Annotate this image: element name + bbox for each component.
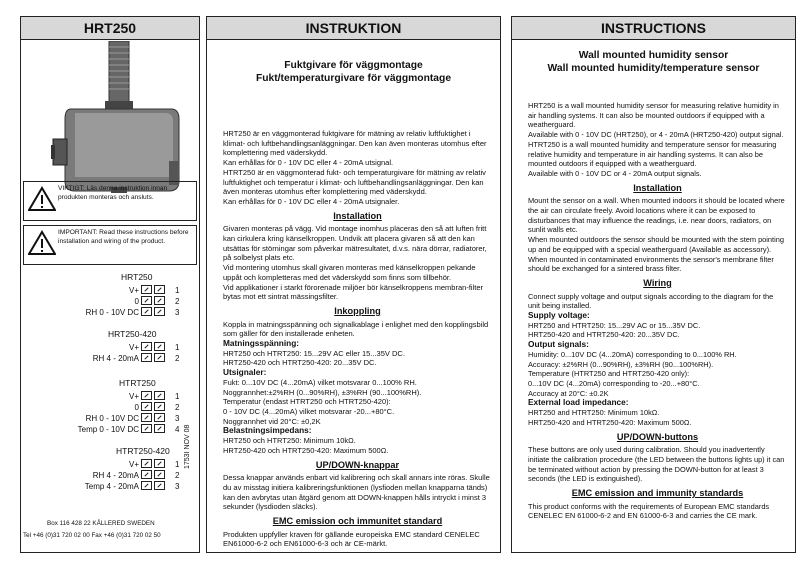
swedish-body xyxy=(223,129,492,549)
line: Accuracy at 20°C: ±0.2K xyxy=(528,388,609,398)
line: HRT250 and HTRT250: Minimum 10kΩ. xyxy=(528,408,660,418)
line: HRT250 och HTRT250: Minimum 10kΩ. xyxy=(223,436,356,446)
paragraph: Mount the sensor on a wall. When mounted indoors it should be located where the air can circulate freely. Avoid locations where it can be exposed to disturbances that may influence the readings, i.e. near doors, radiators, on sunlit walls etc. xyxy=(528,196,785,235)
line: HRT250-420 and HTRT250-420: Maximum 500Ω. xyxy=(528,417,692,427)
terminal-row: RH 4 - 20mA 2 xyxy=(92,354,180,363)
paragraph: Dessa knappar används enbart vid kalibrering och skall annars inte röras. Skulle du av misstag initiera kalibreringsfunktionen (lysfioden mellan knapparna tänds) kan den avbrytas utan åtgärd genom att DOWN-knappen hålls intryckt i minst 3 sekunder (lysdioden släcks). xyxy=(223,473,490,512)
section-heading: EMC emission and immunity standards xyxy=(571,488,744,499)
terminal-row: V+ 1 xyxy=(128,286,180,295)
paragraph: HTRT250 är en väggmonterad fukt- och temperaturgivare för mätning av relativ luftfuktighet och temperatur i klimat- och luftbehandlingsanläggningar. Den kan även monteras utomhus efter komplettering med väderskydd. xyxy=(223,167,486,197)
section-heading: UP/DOWN-buttons xyxy=(616,431,699,442)
line: Humidity: 0...10V DC (4...20mA) corresponding to 0...100% RH. xyxy=(528,349,737,359)
english-instructions-panel xyxy=(511,16,796,553)
diagram-title: HTRT250 xyxy=(119,378,156,388)
paragraph: HRT250 is a wall mounted humidity sensor for measuring relative humidity in air handling systems. It can also be mounted outdoors if equipped with a weatherguard. xyxy=(528,101,779,130)
section-heading: Installation xyxy=(633,182,682,193)
line: HRT250-420 och HTRT250-420: 20...35V DC. xyxy=(223,358,377,368)
paragraph: Connect supply voltage and output signals according to the diagram for the unit being installed. xyxy=(528,291,774,311)
paragraph: HRT250 är en väggmonterad fuktgivare för mätning av relativ luftfuktighet i klimat- och luftbehandlingsanläggningar. Den kan även monteras utomhus efter komplettering med väderskydd. xyxy=(223,129,487,158)
english-body xyxy=(528,101,787,521)
line: HRT250-420 och HTRT250-420: Maximum 500Ω. xyxy=(223,445,389,455)
line: HRT250-420 and HTRT250-420: 20...35V DC. xyxy=(528,330,680,340)
line: Temperature (HTRT250 and HTRT250-420 only): xyxy=(528,369,690,379)
diagram-title: HTRT250-420 xyxy=(116,446,170,456)
line: Noggrannhet vid 20°C: ±0,2K xyxy=(223,416,321,426)
terminal-row: V+ 1 xyxy=(128,460,180,469)
line: Noggrannhet:±2%RH (0...90%RH), ±3%RH (90...100%RH). xyxy=(223,387,422,397)
terminal-row: V+ 1 xyxy=(128,392,180,401)
paragraph: Available with 0 - 10V DC or 4 - 20mA output signals. xyxy=(528,168,702,178)
product-header: HRT250 xyxy=(21,17,199,40)
subheading: Utsignaler: xyxy=(223,367,267,378)
paragraph: Vid montering utomhus skall givaren monteras med känselkroppen pekande uppåt och kompletteras med det väderskydd som finns som tillbehör. xyxy=(223,263,476,282)
subheading: External load impedance: xyxy=(528,397,629,408)
paragraph: Givaren monteras på vägg. Vid montage inomhus placeras den så att luften fritt kan cirkulera kring känselkroppen. Undvik att placera givaren så att den kan utsättas för störningar som påverkar mätresultatet, d.v.s. nära dörrar, radiatorer, på solbelyst plats etc. xyxy=(223,224,487,263)
paragraph: Vid applikationer i starkt förorenade miljöer bör känselkroppens membran-filter bytas mot ett sintrat mässingsfilter. xyxy=(223,282,483,302)
sensor-device-illustration xyxy=(51,41,187,193)
section-heading: Wiring xyxy=(643,277,672,288)
terminal-row: Temp 4 - 20mA 3 xyxy=(84,482,180,491)
subheading: Output signals: xyxy=(528,339,589,350)
line: HRT250 och HTRT250: 15...29V AC eller 15...35V DC. xyxy=(223,348,405,358)
subheading: Matningsspänning: xyxy=(223,338,300,349)
swedish-title-1: Fuktgivare för väggmontage xyxy=(284,60,423,71)
line: 0...10V DC (4...20mA) corresponding to -20...+80°C. xyxy=(528,378,700,388)
line: 0 - 10V DC (4...20mA) vilket motsvarar -20...+80°C. xyxy=(223,406,395,416)
company-address: Box 116 428 22 KÅLLERED SWEDEN xyxy=(47,520,155,527)
section-heading: Inkoppling xyxy=(334,305,381,316)
terminal-row: 0 2 xyxy=(134,403,180,412)
swedish-header: INSTRUKTION xyxy=(207,17,500,40)
terminal-row: 0 2 xyxy=(134,297,180,306)
subheading: Belastningsimpedans: xyxy=(223,425,312,436)
paragraph: Koppla in matningsspänning och signalkablage i enlighet med den kopplingsbild som gäller för den installerade enheten. xyxy=(223,319,489,339)
line: Fukt: 0...10V DC (4...20mA) vilket motsvarar 0...100% RH. xyxy=(223,377,417,387)
warning-text-swedish: VIKTIGT: Läs denna instruktion innan produkten monteras och ansluts. xyxy=(58,185,168,201)
paragraph: This product conforms with the requirements of European EMC standards CENELEC EN 61000-6-2 and EN 61000-6-3 and carries the CE mark. xyxy=(528,501,770,521)
section-heading: Installation xyxy=(333,210,382,221)
diagram-title: HRT250-420 xyxy=(108,329,157,339)
subheading: Supply voltage: xyxy=(528,310,590,321)
paragraph: Available with 0 - 10V DC (HRT250), or 4 - 20mA (HRT250-420) output signal. xyxy=(528,130,784,140)
line: Temperatur (endast HTRT250 och HTRT250-420): xyxy=(223,397,391,407)
warning-icon xyxy=(28,186,56,212)
product-panel xyxy=(20,16,200,553)
paragraph: These buttons are only used during calibration. Should you inadvertently initiate the calibration procedure (the LED between the buttons lights up) it can be terminated without action by pressing the DOWN-button for at least 3 seconds (the LED is extinguished). xyxy=(528,445,785,484)
english-title-1: Wall mounted humidity sensor xyxy=(578,50,729,61)
english-title-2: Wall mounted humidity/temperature sensor xyxy=(547,63,760,74)
document-code: 1753I NOV 08 xyxy=(184,424,191,469)
paragraph: When mounted in contaminated environments the sensor's membrane filter should be exchanged for a sintered brass filter. xyxy=(528,254,774,274)
line: Accuracy: ±2%RH (0...90%RH), ±3%RH (90...100%RH). xyxy=(528,359,714,369)
warning-text-english: IMPORTANT: Read these instructions before installation and wiring of the product. xyxy=(58,229,189,245)
line: HRT250 and HTRT250: 15...29V AC or 15...35V DC. xyxy=(528,320,701,330)
section-heading: UP/DOWN-knappar xyxy=(315,459,400,470)
swedish-instructions-panel xyxy=(206,16,501,553)
paragraph: When mounted outdoors the sensor should be mounted with the stem pointing up and be equipped with a special weatherguard (Available as accessory). xyxy=(528,235,784,254)
paragraph: Produkten uppfyller kraven för gällande europeiska EMC standard CENELEC EN61000-6-2 och EN61000-6-3 och är CE-märkt. xyxy=(223,529,480,549)
paragraph: Kan erhållas för 0 - 10V DC eller 4 - 20mA utsignaler. xyxy=(223,196,400,206)
company-phone-fax: Tel +46 (0)31 720 02 00 Fax +46 (0)31 720 02 50 xyxy=(23,532,161,539)
swedish-title-2: Fukt/temperaturgivare för väggmontage xyxy=(255,73,452,84)
section-heading: EMC emission och immunitet standard xyxy=(272,516,443,527)
paragraph: HTRT250 is a wall mounted humidity and temperature sensor for measuring relative humidity and temperature in air handling systems. It can also be mounted outdoors if equipped with a weatherguard. xyxy=(528,139,777,169)
warning-icon xyxy=(28,230,56,256)
english-header: INSTRUCTIONS xyxy=(512,17,795,40)
warning-swedish xyxy=(23,181,197,221)
terminal-row: Temp 0 - 10V DC 4 xyxy=(77,425,180,434)
paragraph: Kan erhållas för 0 - 10V DC eller 4 - 20mA utsignal. xyxy=(223,158,394,168)
terminal-row: V+ 1 xyxy=(128,343,180,352)
terminal-row: RH 0 - 10V DC 3 xyxy=(85,308,180,317)
diagram-title: HRT250 xyxy=(121,272,153,282)
terminal-row: RH 4 - 20mA 2 xyxy=(92,471,180,480)
warning-english xyxy=(23,225,197,265)
terminal-row: RH 0 - 10V DC 3 xyxy=(85,414,180,423)
